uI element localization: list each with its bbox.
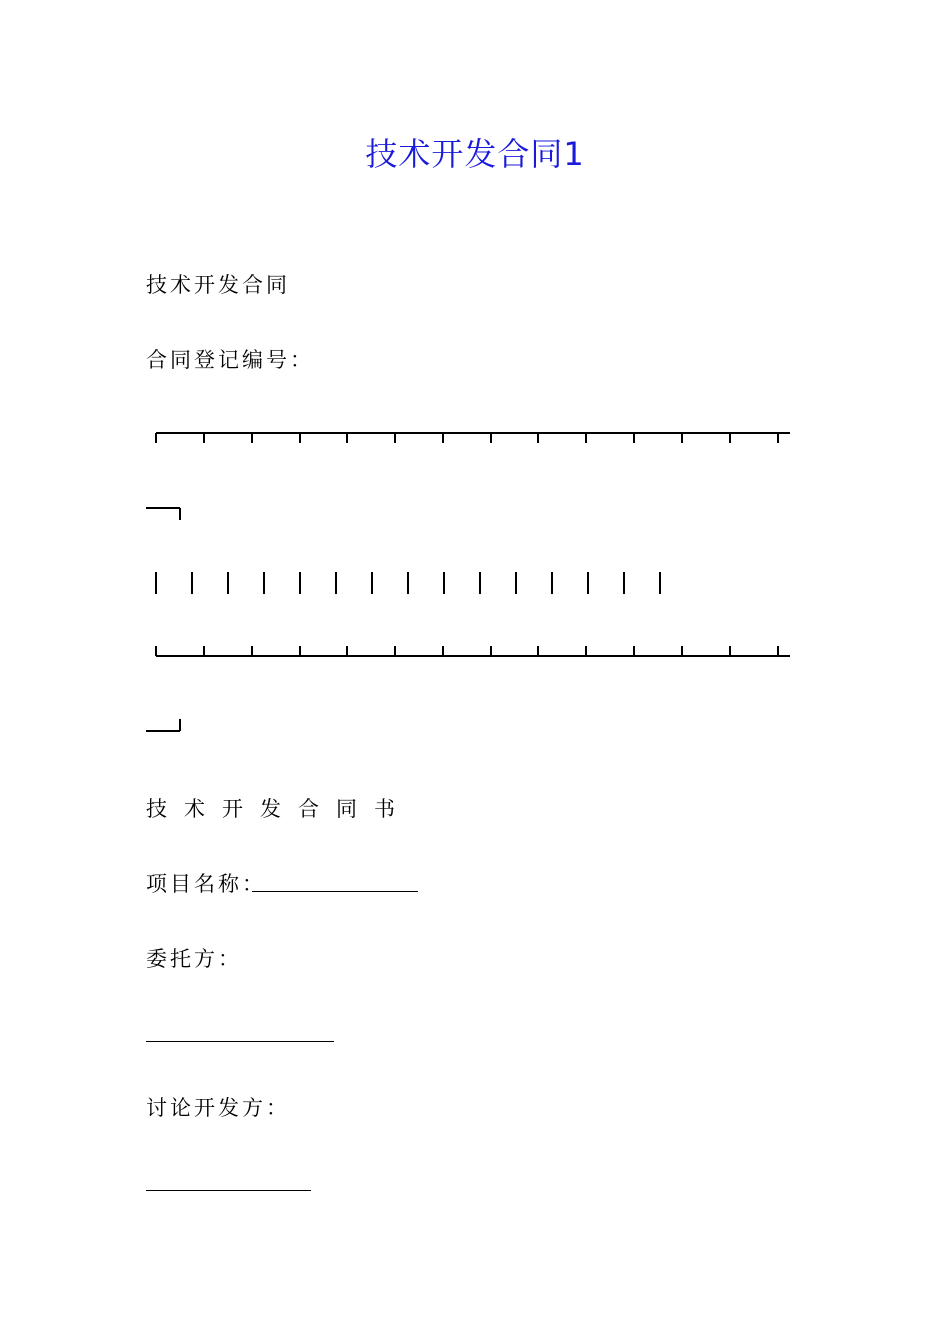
- client-label: 委托方：: [146, 947, 242, 971]
- developer-blank[interactable]: [146, 1190, 311, 1191]
- contract-heading: 技术开发合同: [146, 273, 290, 297]
- document-title: 技术开发合同1: [365, 135, 585, 173]
- client-blank[interactable]: [146, 1041, 334, 1042]
- project-name-label: 项目名称：: [146, 872, 266, 896]
- developer-label: 讨论开发方：: [146, 1096, 290, 1120]
- registration-number-label: 合同登记编号：: [146, 348, 314, 372]
- project-name-blank[interactable]: [252, 891, 418, 892]
- contract-subtitle: 技术开发合同书: [146, 797, 412, 821]
